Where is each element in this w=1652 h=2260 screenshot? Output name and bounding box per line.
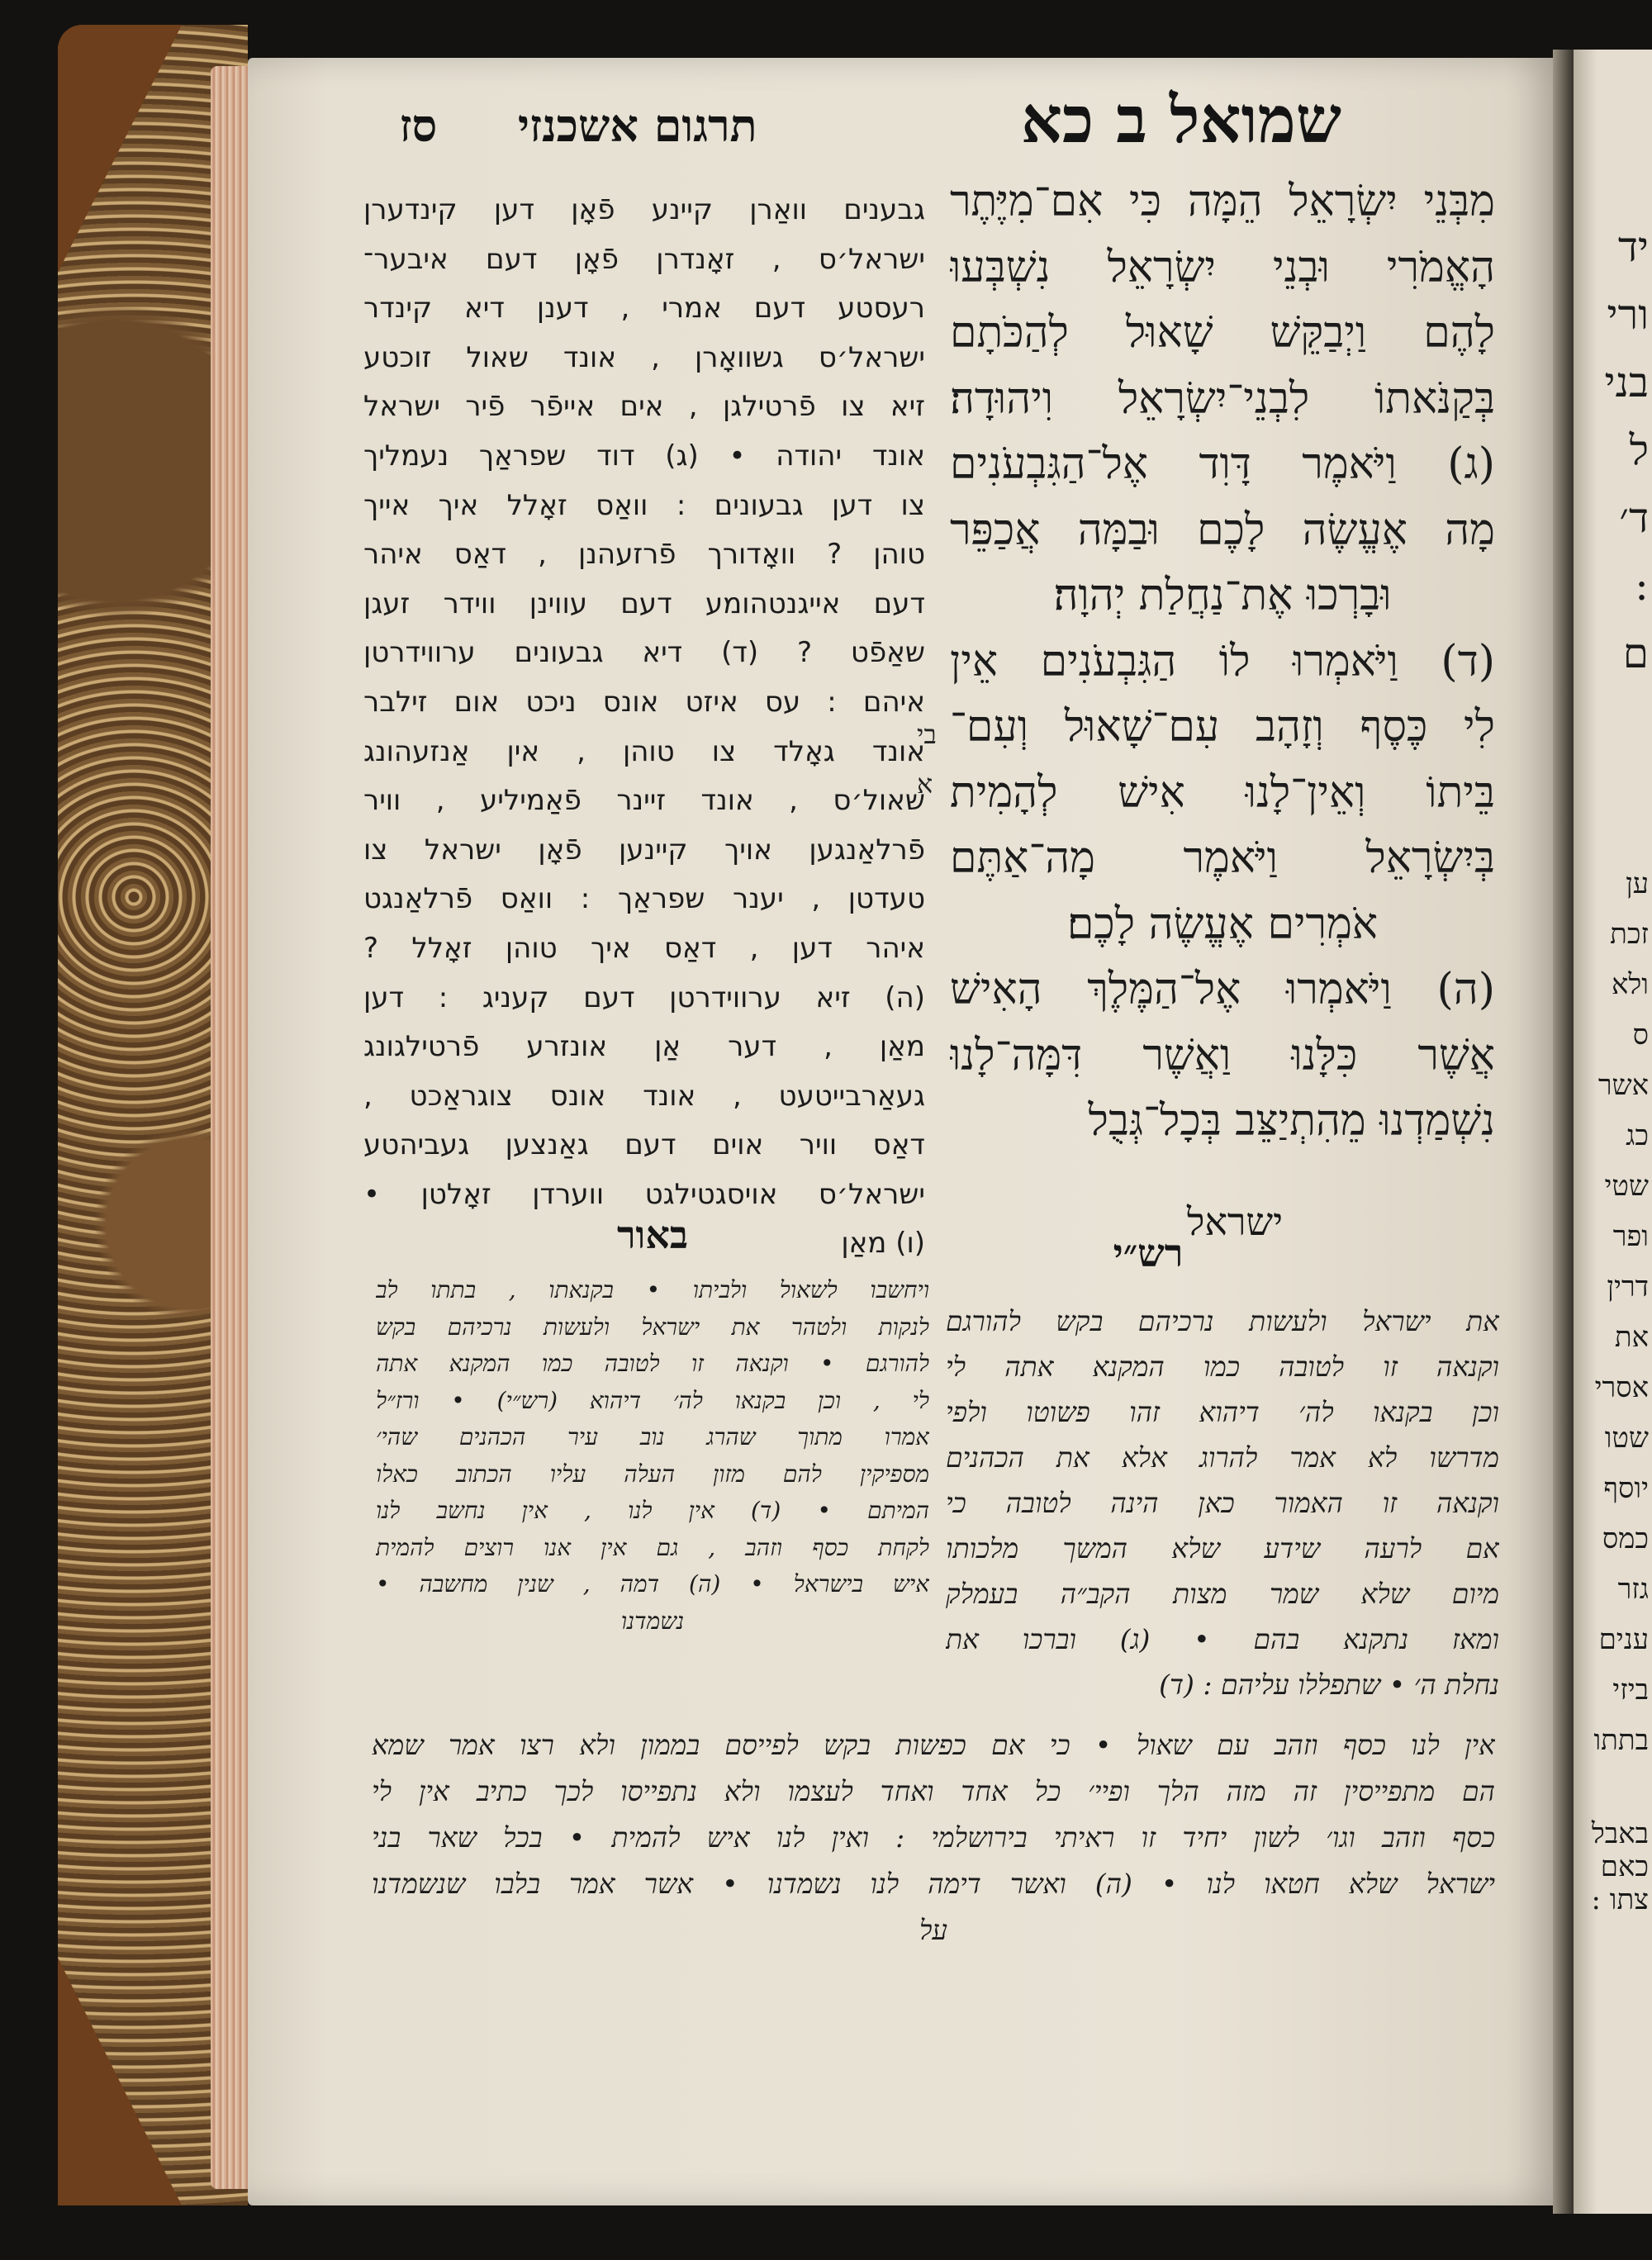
adjacent-page-fragment: ם	[1622, 629, 1649, 677]
rashi-line: וכן בקנאו לה׳ דיהוא זהו פשוטו ולפי	[946, 1396, 1499, 1428]
rashi-heading: רש״י	[1113, 1231, 1184, 1275]
rashi-line: מדרשו לא אמר להרוג אלא את הכהנים	[946, 1441, 1499, 1474]
adjacent-page-fragment: אשר	[1597, 1069, 1649, 1102]
biur-line: אמרו מתוך שהרג נוב עיר הכהנים שהי׳	[376, 1423, 929, 1450]
adjacent-page-fragment: יוסף	[1603, 1472, 1649, 1505]
adjacent-page-fragment: בני	[1604, 358, 1649, 406]
targum-line: שאַפֿט ? (ד) דיא גבעונים ערווידרטן	[363, 636, 925, 670]
biur-heading: באור	[616, 1213, 689, 1257]
targum-column	[363, 186, 925, 1269]
adjacent-page-fragment: את	[1614, 1321, 1649, 1354]
rashi-continuation-line: על	[919, 1914, 948, 1946]
biur-line: לי , וכן בקנאו לה׳ דיהוא (רש״י) • ורז״ל	[376, 1386, 929, 1414]
bible-verse-line: (ה) וַיֹּאמְרוּ אֶל־הַמֶּלֶךְ הָאִישׁ	[950, 965, 1495, 1014]
adjacent-page-fragment: ל	[1629, 426, 1649, 474]
adjacent-page-fragment: שטי	[1604, 1170, 1649, 1203]
rashi-line: ומאז נתקנא בהם • (ג) וברכו את	[946, 1623, 1499, 1655]
rashi-line: את ישראל ולעשות נרכיהם בקש להורגם	[946, 1305, 1499, 1337]
bible-verse-line: לָהֶם וַיְבַקֵּשׁ שָׁאוּל לְהַכֹּתָם	[950, 308, 1495, 358]
adjacent-page-fragment: ופר	[1612, 1220, 1649, 1253]
targum-line: אונד יהודה • (ג) דוד שפראַך נעמליך	[363, 439, 925, 472]
targum-line: זיא צו פֿרטילגן , אים אייפֿר פֿיר ישראל	[363, 390, 925, 424]
rashi-continuation-line: ישראל שלא חטאו לנו • (ה) ואשר דימה לנו נשמדנו • אשר אמר בלבו שנשמדנו	[372, 1868, 1495, 1900]
targum-line: דעם אייגנטהומע דעם עווינן ווידר זעגן	[363, 586, 925, 620]
biur-line: ויחשבו לשאול ולביתו • בקנאתו , בתתו לב	[376, 1276, 929, 1303]
bible-verse-line: וּבָרְכוּ אֶת־נַחֲלַת יְהוָה׃	[1053, 571, 1392, 620]
targum-title	[347, 99, 809, 152]
bible-verse-line: בֵּיתוֹ וְאֵין־לָנוּ אִישׁ לְהָמִית	[950, 767, 1495, 818]
targum-line: ישראל׳ס , זאָנדרן פֿאָן דעם איבער־	[363, 242, 925, 276]
book-chapter-title: שמואל ב כא	[1020, 83, 1342, 158]
rashi-commentary	[946, 1299, 1499, 1707]
adjacent-page-fragment: ביזי	[1612, 1674, 1649, 1707]
adjacent-page-fragment: יד	[1617, 223, 1649, 271]
bible-verse-line: (ג) וַיֹּאמֶר דָּוִד אֶל־הַגִּבְעֹנִים	[950, 439, 1495, 489]
adjacent-page-fragment: דרין	[1607, 1270, 1649, 1303]
bible-verse-line: בְּקַנֹּאתוֹ לִבְנֵי־יִשְׂרָאֵל וִיהוּדָה׃	[950, 373, 1495, 424]
adjacent-page-fragment: ולא	[1611, 968, 1649, 1001]
bible-verse-line: נִשְׁמַדְנוּ מֵהִתְיַצֵּב בְּכָל־גְּבֻל	[1088, 1096, 1495, 1146]
targum-line: פֿרלאַנגען אויך קיינען פֿאָן ישראל צו	[363, 833, 925, 866]
adjacent-page-fragment: שטו	[1604, 1422, 1649, 1455]
adjacent-page-fragment: :	[1635, 562, 1649, 610]
adjacent-page-fragment: ורי	[1607, 291, 1649, 339]
targum-line: טעדטן , יענר שפראַך : וואַס פֿרלאַנגט	[363, 882, 925, 916]
page-number: סז	[399, 99, 438, 152]
targum-line: ישראל׳ס גשוואָרן , אונד שאול זוכטע	[363, 340, 925, 374]
adjacent-page-fragment: כמס	[1602, 1522, 1649, 1555]
bible-verse-line: בְּיִשְׂרָאֵל וַיֹּאמֶר מָה־אַתֶּם	[950, 833, 1495, 883]
biur-line: איש בישראל • (ה) דמה , שנין מחשבה •	[376, 1570, 929, 1598]
adjacent-page-fragment: ד׳	[1619, 494, 1649, 542]
bible-text-column	[950, 169, 1495, 1155]
targum-line: איהר דען , דאַס איך טוהן זאָלל ?	[363, 931, 925, 965]
bible-verse-line: אֹמְרִים אֶעֱשֶׂה לָכֶם׃	[1066, 899, 1379, 949]
adjacent-page-fragment: אסרי	[1594, 1371, 1649, 1404]
biur-line: מספיקין להם מזון העלה עליו הכתוב כאלו	[376, 1460, 929, 1488]
targum-line: שאול׳ס , אונד זיינר פֿאַמיליע , וויר	[363, 784, 925, 818]
targum-line: מאַן , דער אַן אונזרע פֿרטילגונג	[363, 1030, 925, 1064]
catchword: ישראל	[1186, 1199, 1284, 1244]
biur-line: לקחת כסף וזהב , גם אין אנו רוצים להמית	[376, 1533, 929, 1561]
bible-verse-line: הָאֱמֹרִי וּבְנֵי יִשְׂרָאֵל נִשְׁבְּעוּ	[950, 242, 1495, 292]
targum-line: דאַס וויר אוים דעם גאַנצען געביהטע	[363, 1128, 925, 1162]
margin-mark: בי	[917, 719, 937, 750]
rashi-continuation-line: הם מתפייסין זה מזה הלך ופיי׳ כל אחד ואחד לעצמו ולא נתפייסו לכך כתיב אין לי	[372, 1775, 1495, 1807]
rashi-continuation-line: אין לנו כסף וזהב עם שאול • כי אם כפשות בקש לפייסם בממון ולא רצו אמר שמא	[372, 1729, 1495, 1761]
rashi-line: נחלת ה׳ • שתפללו עליהם : (ד)	[1159, 1669, 1499, 1701]
biur-line: המיתם • (ד) אין לנו , אין נחשב לנו	[376, 1497, 929, 1524]
adjacent-page-fragment: גזר	[1617, 1573, 1649, 1606]
targum-line: (ו) מאַן	[841, 1227, 925, 1261]
adjacent-page-fragment: באבל	[1591, 1817, 1649, 1850]
bible-verse-line: אֲשֶׁר כִּלָּנוּ וַאֲשֶׁר דִּמָּה־לָנוּ	[950, 1030, 1495, 1080]
adjacent-page-fragment: כאם	[1600, 1850, 1649, 1883]
margin-mark: א	[917, 768, 933, 800]
adjacent-page-fragment: ענים	[1598, 1623, 1649, 1656]
targum-line: טוהן ? וואָדורך פֿרזעהנן , דאַס איהר	[363, 538, 925, 572]
rashi-line: וקנאה זו האמור כאן הינה לטובה כי	[946, 1487, 1499, 1519]
bible-verse-line: מָה אֶעֱשֶׂה לָכֶם וּבַמָּה אֲכַפֵּר	[950, 505, 1495, 555]
targum-line: געאַרבייטעט , אונד אונס צוגראַכט ,	[363, 1079, 925, 1113]
adjacent-page-fragment: ס	[1632, 1018, 1649, 1052]
biur-commentary	[376, 1272, 929, 1640]
targum-title-text: תרגום אשכנזי	[517, 99, 757, 152]
bible-verse-line: מִבְּנֵי יִשְׂרָאֵל הֵמָּה כִּי אִם־מִיֶּתֶר	[950, 177, 1495, 226]
targum-line: (ה) זיא ערווידרטן דעם קעניג : דען	[363, 980, 925, 1014]
rashi-continuation-line: כסף וזהב וגו׳ לשון יחיד זו ראיתי בירושלמי : ואין לנו איש להמית • בכל שאר בני	[372, 1821, 1495, 1854]
biur-line: נשמדנו	[620, 1607, 685, 1635]
adjacent-page-fragment: ען	[1626, 867, 1649, 900]
targum-line: איהם : עס איזט אונס ניכט אום זילבר	[363, 685, 925, 719]
bible-verse-line: לִי כֶּסֶף וְזָהָב עִם־שָׁאוּל וְעִם־	[950, 702, 1495, 752]
rashi-line: וקנאה זו לטובה כמו המקנא אתה לי	[946, 1351, 1499, 1383]
targum-line: אונד גאָלד צו טוהן , אין אַנזעהונג	[363, 734, 925, 768]
adjacent-page	[1574, 50, 1652, 2214]
targum-line: רעסטע דעם אמרי , דענן דיא קינדר	[363, 292, 925, 325]
rashi-continuation	[372, 1722, 1495, 1954]
adjacent-page-fragment: כג	[1626, 1119, 1649, 1152]
targum-line: ישראל׳ס אויסגטילגט ווערדן זאָלטן •	[363, 1177, 925, 1211]
rashi-line: מיום שלא שמר מצות הקב״ה בעמלק	[946, 1578, 1499, 1610]
biur-line: לנקות ולטהר את ישראל ולעשות נרכיהם בקש	[376, 1313, 929, 1341]
adjacent-page-fragment: בתתו	[1593, 1724, 1649, 1757]
adjacent-page-fragment: צתו :	[1591, 1883, 1649, 1916]
rashi-line: אם לרעה שידע שלא המשך מלכותו	[946, 1532, 1499, 1564]
bible-verse-line: (ד) וַיֹּאמְרוּ לוֹ הַגִּבְעֹנִים אֵין	[950, 636, 1495, 686]
targum-line: גבענים וואַרן קיינע פֿאָן דען קינדערן	[363, 193, 925, 226]
adjacent-page-fragment: זכת	[1610, 918, 1649, 951]
targum-line: צו דען גבעונים : וואַס זאָלל איך אייך	[363, 488, 925, 522]
biur-line: להורגם • וקנאה זו לטובה כמו המקנא אתה	[376, 1350, 929, 1377]
